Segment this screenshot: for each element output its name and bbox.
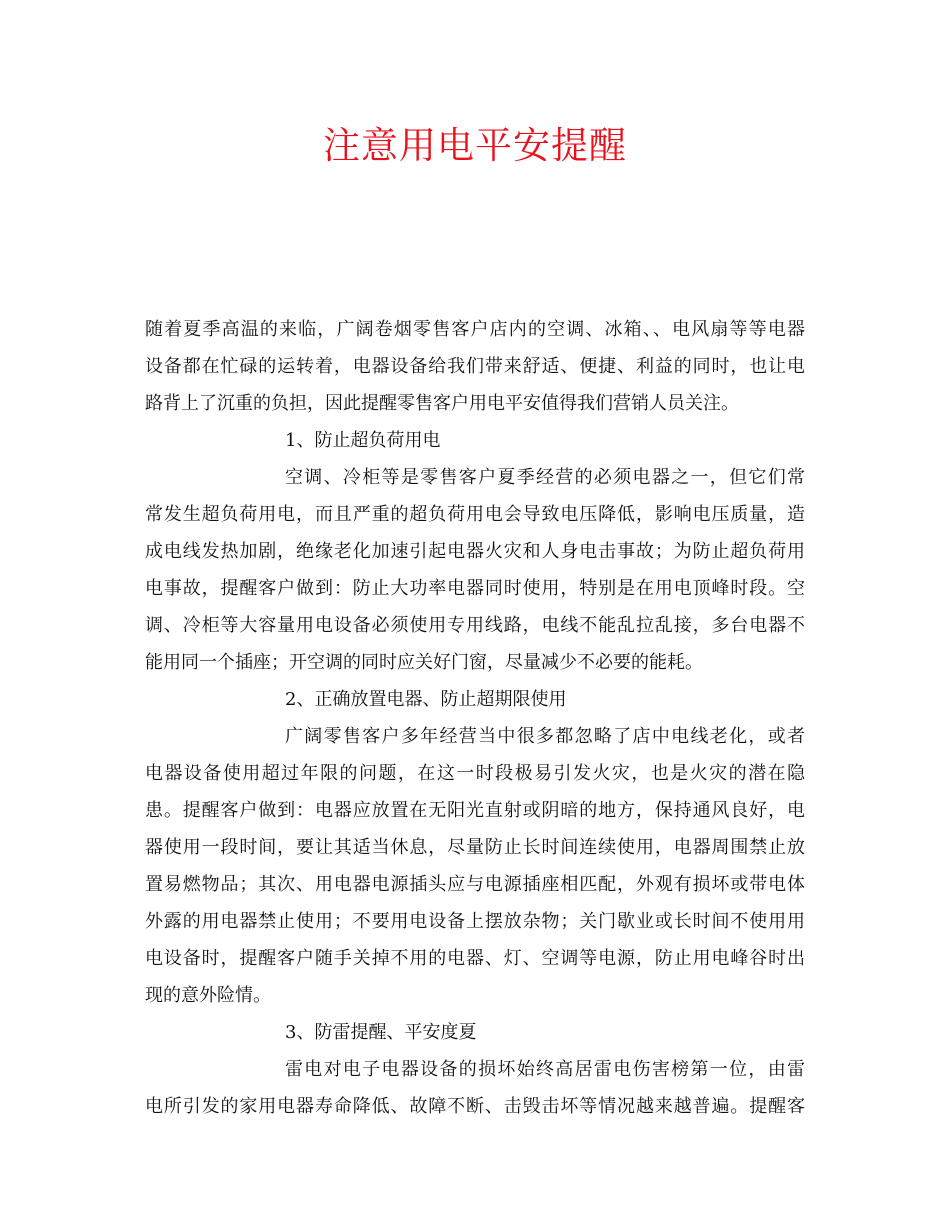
paragraph-line: 调、冷柜等大容量用电设备必须使用专用线路，电线不能乱拉乱接，多台电器不 — [145, 615, 805, 636]
paragraph-line: 电所引发的家用电器寿命降低、故障不断、击毁击坏等情况越来越普遍。提醒客 — [145, 1096, 805, 1117]
paragraph-line: 外露的用电器禁止使用；不要用电设备上摆放杂物；关门歇业或长时间不使用用 — [145, 911, 805, 932]
section-heading: 3、防雷提醒、平安度夏 — [285, 1022, 477, 1043]
paragraph-line: 患。提醒客户做到：电器应放置在无阳光直射或阴暗的地方，保持通风良好，电 — [145, 800, 805, 821]
intro-line: 路背上了沉重的负担，因此提醒零售客户用电平安值得我们营销人员关注。 — [145, 393, 739, 414]
paragraph-line: 现的意外险情。 — [145, 985, 271, 1006]
paragraph-line: 电器设备使用超过年限的问题，在这一时段极易引发火灾，也是火灾的潜在隐 — [145, 763, 805, 784]
paragraph-line: 置易燃物品；其次、用电器电源插头应与电源插座相匹配，外观有损坏或带电体 — [145, 874, 805, 895]
intro-line: 随着夏季高温的来临，广阔卷烟零售客户店内的空调、冰箱、、电风扇等等电器 — [145, 319, 805, 340]
document-title: 注意用电平安提醒 — [323, 124, 627, 167]
paragraph-line: 雷电对电子电器设备的损坏始终高居雷电伤害榜第一位，由雷 — [285, 1059, 805, 1080]
paragraph-line: 器使用一段时间，要让其适当休息，尽量防止长时间连续使用，电器周围禁止放 — [145, 837, 805, 858]
paragraph-line: 电事故，提醒客户做到：防止大功率电器同时使用，特别是在用电顶峰时段。空 — [145, 578, 805, 599]
section-heading: 2、正确放置电器、防止超期限使用 — [285, 689, 567, 710]
section-heading: 1、防止超负荷用电 — [285, 430, 441, 451]
paragraph-line: 电设备时，提醒客户随手关掉不用的电器、灯、空调等电源，防止用电峰谷时出 — [145, 948, 805, 969]
paragraph-line: 常发生超负荷用电，而且严重的超负荷用电会导致电压降低，影响电压质量，造 — [145, 504, 805, 525]
paragraph-line: 成电线发热加剧，绝缘老化加速引起电器火灾和人身电击事故；为防止超负荷用 — [145, 541, 805, 562]
paragraph-line: 能用同一个插座；开空调的同时应关好门窗，尽量减少不必要的能耗。 — [145, 652, 703, 673]
intro-line: 设备都在忙碌的运转着，电器设备给我们带来舒适、便捷、利益的同时，也让电 — [145, 356, 805, 377]
paragraph-line: 广阔零售客户多年经营当中很多都忽略了店中电线老化，或者 — [285, 726, 805, 747]
paragraph-line: 空调、冷柜等是零售客户夏季经营的必须电器之一，但它们常 — [285, 467, 805, 488]
